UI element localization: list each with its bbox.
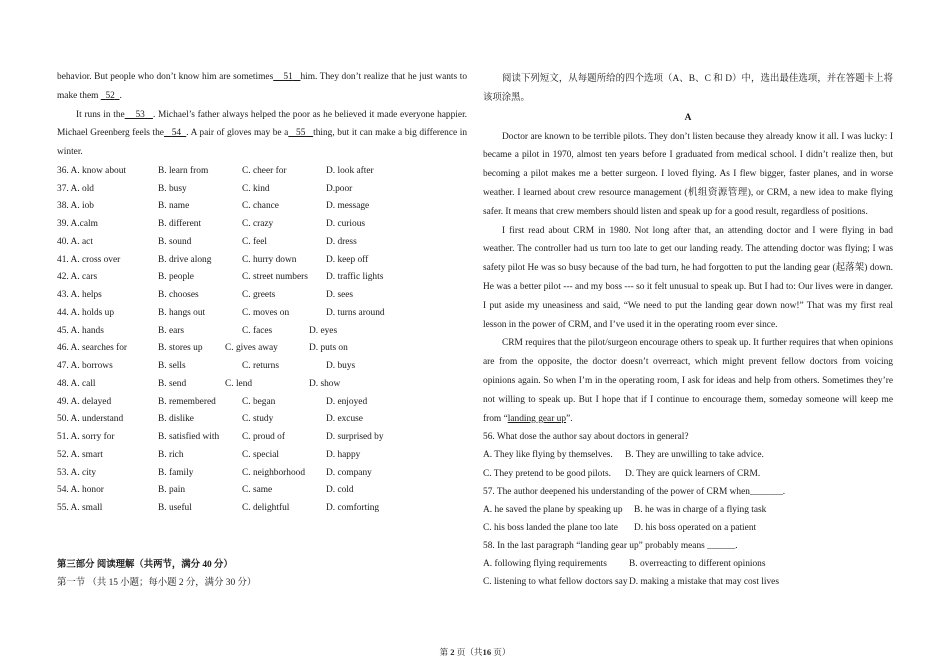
option-d: D. enjoyed	[326, 396, 368, 407]
page-number: 2	[450, 647, 455, 657]
option-row	[57, 198, 467, 216]
passage-paragraph	[57, 106, 467, 162]
option-a: 42. A. cars	[57, 272, 98, 283]
option-c: C. hurry down	[242, 254, 297, 265]
question-58-options-row1	[483, 555, 893, 573]
option-56-d: D. They are quick learners of CRM.	[625, 468, 761, 479]
question-57-options-row1	[483, 501, 893, 519]
question-56: 56. What dose the author say about doctors in general?	[483, 432, 689, 443]
option-a: 40. A. act	[57, 236, 93, 247]
page-footer: 第 2 页（共16 页）	[439, 647, 511, 657]
option-57-b: B. he was in charge of a flying task	[634, 504, 767, 515]
passage-paragraph-1: Doctor are known to be terrible pilots. They don’t listen because they already know it all. I was lucky: I became a pilot in 1970, almost ten years before I graduated from medical school. I didn’t realize then, but becoming a pilot makes me a better surgeon. I loved flying. As I flew bigger, faster planes, and in worse weather. I learned about crew resource management (机组资源管理), or CRM, a new idea to make flying safer. It means that crew members should listen and speak up for a good result, regardless of positions.	[483, 131, 893, 217]
option-d: D. show	[309, 378, 341, 389]
options-list	[57, 163, 467, 518]
question-58-options-row2	[483, 573, 893, 591]
option-c: C. cheer for	[242, 165, 287, 176]
option-c: C. kind	[242, 183, 270, 194]
passage-text: thing, but it can make a big difference in winter.	[57, 128, 468, 158]
option-c: C. faces	[242, 325, 273, 336]
option-58-b: B. overreacting to different opinions	[629, 559, 766, 569]
option-a: 52. A. smart	[57, 449, 103, 460]
option-a: 45. A. hands	[57, 325, 104, 336]
option-c: C. same	[242, 485, 273, 496]
question-57-options-row2	[483, 519, 893, 537]
option-a: 55. A. small	[57, 503, 103, 514]
option-a: 38. A. iob	[57, 201, 94, 212]
question-56-options-row1	[483, 446, 893, 464]
reading-instruction: 阅读下列短文，从每题所给的四个选项（A、B、C 和 D）中，选出最佳选项，并在答题卡上将该项涂黑。	[483, 74, 893, 103]
option-56-c: C. They pretend to be good pilots.	[483, 468, 611, 479]
passage-title: A	[684, 112, 692, 123]
option-a: 49. A. delayed	[57, 396, 112, 407]
option-b: B. busy	[158, 183, 187, 194]
option-c: C. special	[242, 449, 279, 460]
passage-paragraph-2: I first read about CRM in 1980. Not long after that, an attending doctor and I were flying in bad weather. The controller had us turn too late to get our landing ready. The attending doctor was flying; I was safety pilot He was so busy because of the bad turn, he had forgotten to put the landing gear (起落架) down. He was a better pilot --- and my boss --- so it felt unusual to speak up. But I had to: Our lives were in danger. I put aside my uneasiness and said, “We need to put the landing gear down now!” That was my first real lesson in the power of CRM, and I’ve used it in the operating room ever since.	[483, 225, 893, 330]
question-56-options-row2	[483, 465, 893, 483]
option-b: B. hangs out	[158, 307, 206, 318]
option-row	[57, 181, 467, 199]
option-row	[57, 411, 467, 429]
option-a: 51. A. sorry for	[57, 432, 115, 443]
blank-55: 55	[296, 128, 306, 139]
option-56-b: B. They are unwilling to take advice.	[625, 450, 764, 461]
option-d: D. look after	[326, 165, 374, 176]
option-d: D. company	[326, 467, 372, 478]
option-b: B. learn from	[158, 165, 209, 176]
total-pages: 16	[482, 647, 492, 657]
option-b: B. send	[158, 378, 187, 389]
option-b: B. pain	[158, 485, 186, 496]
option-row	[57, 376, 467, 394]
option-d: D. message	[326, 201, 370, 212]
option-b: B. stores up	[158, 343, 203, 354]
option-row	[57, 287, 467, 305]
option-c: C. began	[242, 396, 276, 407]
left-column	[57, 68, 467, 592]
option-b: B. sound	[158, 236, 192, 247]
option-58-c: C. listening to what fellow doctors say	[483, 577, 628, 588]
option-a: 37. A. old	[57, 183, 94, 194]
passage-text: . A pair of gloves may be a	[186, 128, 289, 139]
option-d: D. eyes	[309, 325, 338, 336]
blank-54: 54	[171, 128, 182, 139]
option-c: C. moves on	[242, 307, 290, 318]
option-c: C. returns	[242, 361, 279, 372]
option-58-d: D. making a mistake that may cost lives	[629, 577, 779, 588]
option-a: 48. A. call	[57, 378, 96, 389]
blank-52: 52	[105, 90, 115, 101]
option-c: C. delightful	[242, 503, 290, 514]
option-c: C. lend	[225, 378, 253, 389]
option-b: B. rich	[158, 449, 184, 460]
option-row	[57, 429, 467, 447]
passage-text: behavior. But people who don’t know him are sometimes	[57, 72, 274, 82]
option-row	[57, 394, 467, 412]
option-a: 44. A. holds up	[57, 307, 115, 318]
option-row	[57, 358, 467, 376]
option-b: B. dislike	[158, 414, 194, 425]
option-57-a: A. he saved the plane by speaking up	[483, 504, 623, 515]
option-row	[57, 447, 467, 465]
option-d: D. cold	[326, 485, 354, 496]
option-d: D. sees	[326, 290, 354, 301]
right-column	[483, 70, 893, 591]
option-d: D. puts on	[309, 343, 348, 354]
option-b: B. remembered	[158, 396, 216, 407]
passage-text: It runs in the	[76, 109, 125, 120]
option-d: D. excuse	[326, 414, 363, 425]
option-57-c: C. his boss landed the plane too late	[483, 522, 618, 533]
option-57-d: D. his boss operated on a patient	[634, 522, 757, 533]
section-subtitle: 第一节 （共 15 小题；每小题 2 分，满分 30 分）	[57, 577, 257, 588]
option-row	[57, 252, 467, 270]
option-b: B. useful	[158, 503, 192, 514]
option-56-a: A. They like flying by themselves.	[483, 450, 613, 461]
option-d: D. comforting	[326, 503, 380, 514]
option-a: 36. A. know about	[57, 165, 127, 176]
option-d: D. turns around	[326, 307, 385, 318]
option-b: B. different	[158, 219, 202, 230]
option-row	[57, 340, 467, 358]
option-d: D.poor	[326, 183, 353, 194]
question-57: 57. The author deepened his understanding of the power of CRM when_______.	[483, 486, 786, 497]
option-a: 39. A.calm	[57, 219, 98, 230]
option-d: D. surprised by	[326, 432, 384, 443]
option-row	[57, 234, 467, 252]
passage-text: . Michael’s father always helped the poor as he believed it made everyone happier. Michael Greenberg feels the	[57, 109, 468, 139]
option-row	[57, 500, 467, 518]
option-b: B. sells	[158, 361, 186, 372]
option-d: D. traffic lights	[326, 272, 384, 283]
option-d: D. keep off	[326, 254, 369, 265]
option-b: B. people	[158, 272, 194, 283]
option-a: 46. A. searches for	[57, 343, 128, 354]
option-row	[57, 465, 467, 483]
option-d: D. buys	[326, 361, 356, 372]
passage-continuation: behavior. But people who don’t know him are sometimes 51 him. They don’t realize that he just wants to make them 52 .	[57, 72, 468, 101]
option-58-a: A. following flying requirements	[483, 559, 607, 569]
option-a: 47. A. borrows	[57, 361, 113, 372]
option-d: D. curious	[326, 219, 366, 230]
option-c: C. feel	[242, 236, 267, 247]
passage-text: him. They don’t realize that he just wants to make them	[57, 72, 468, 101]
section-title: 第三部分 阅读理解（共两节，满分 40 分）	[57, 559, 233, 570]
option-a: 43. A. helps	[57, 290, 102, 301]
option-b: B. chooses	[158, 290, 199, 301]
option-b: B. ears	[158, 325, 185, 336]
option-c: C. neighborhood	[242, 467, 306, 478]
option-c: C. chance	[242, 201, 279, 212]
blank-53: 53	[135, 109, 145, 120]
landing-gear-up-phrase: landing gear up	[507, 413, 567, 424]
option-row	[57, 305, 467, 323]
option-a: 50. A. understand	[57, 414, 124, 425]
option-d: D. happy	[326, 449, 361, 460]
option-c: C. study	[242, 414, 274, 425]
option-b: B. drive along	[158, 254, 212, 265]
option-a: 53. A. city	[57, 467, 97, 478]
option-row	[57, 269, 467, 287]
option-a: 54. A. honor	[57, 485, 104, 496]
option-b: B. family	[158, 467, 194, 478]
option-row	[57, 163, 467, 181]
blank-51: 51	[283, 72, 293, 82]
option-row	[57, 216, 467, 234]
option-b: B. name	[158, 201, 190, 212]
option-c: C. gives away	[225, 343, 278, 354]
option-c: C. proud of	[242, 432, 285, 443]
passage-paragraph-3: CRM requires that the pilot/surgeon encourage others to speak up. It further requires that when opinions are from the opposite, the doctor doesn’t overreact, which might prevent fellow doctors from voicing opinions again. So when I’m in the operating room, I ask for ideas and help from others. Sometimes they’re not willing to speak up. But I hope that if I continue to encourage them, someday someone will keep me from “landing gear up”.	[483, 338, 893, 424]
option-b: B. satisfied with	[158, 432, 220, 443]
option-row	[57, 323, 467, 341]
option-c: C. street numbers	[242, 272, 308, 283]
option-d: D. dress	[326, 236, 357, 247]
option-a: 41. A. cross over	[57, 254, 121, 265]
option-row	[57, 482, 467, 500]
option-c: C. greets	[242, 290, 276, 301]
option-c: C. crazy	[242, 219, 274, 230]
question-58: 58. In the last paragraph “landing gear up” probably means ______.	[483, 540, 738, 551]
